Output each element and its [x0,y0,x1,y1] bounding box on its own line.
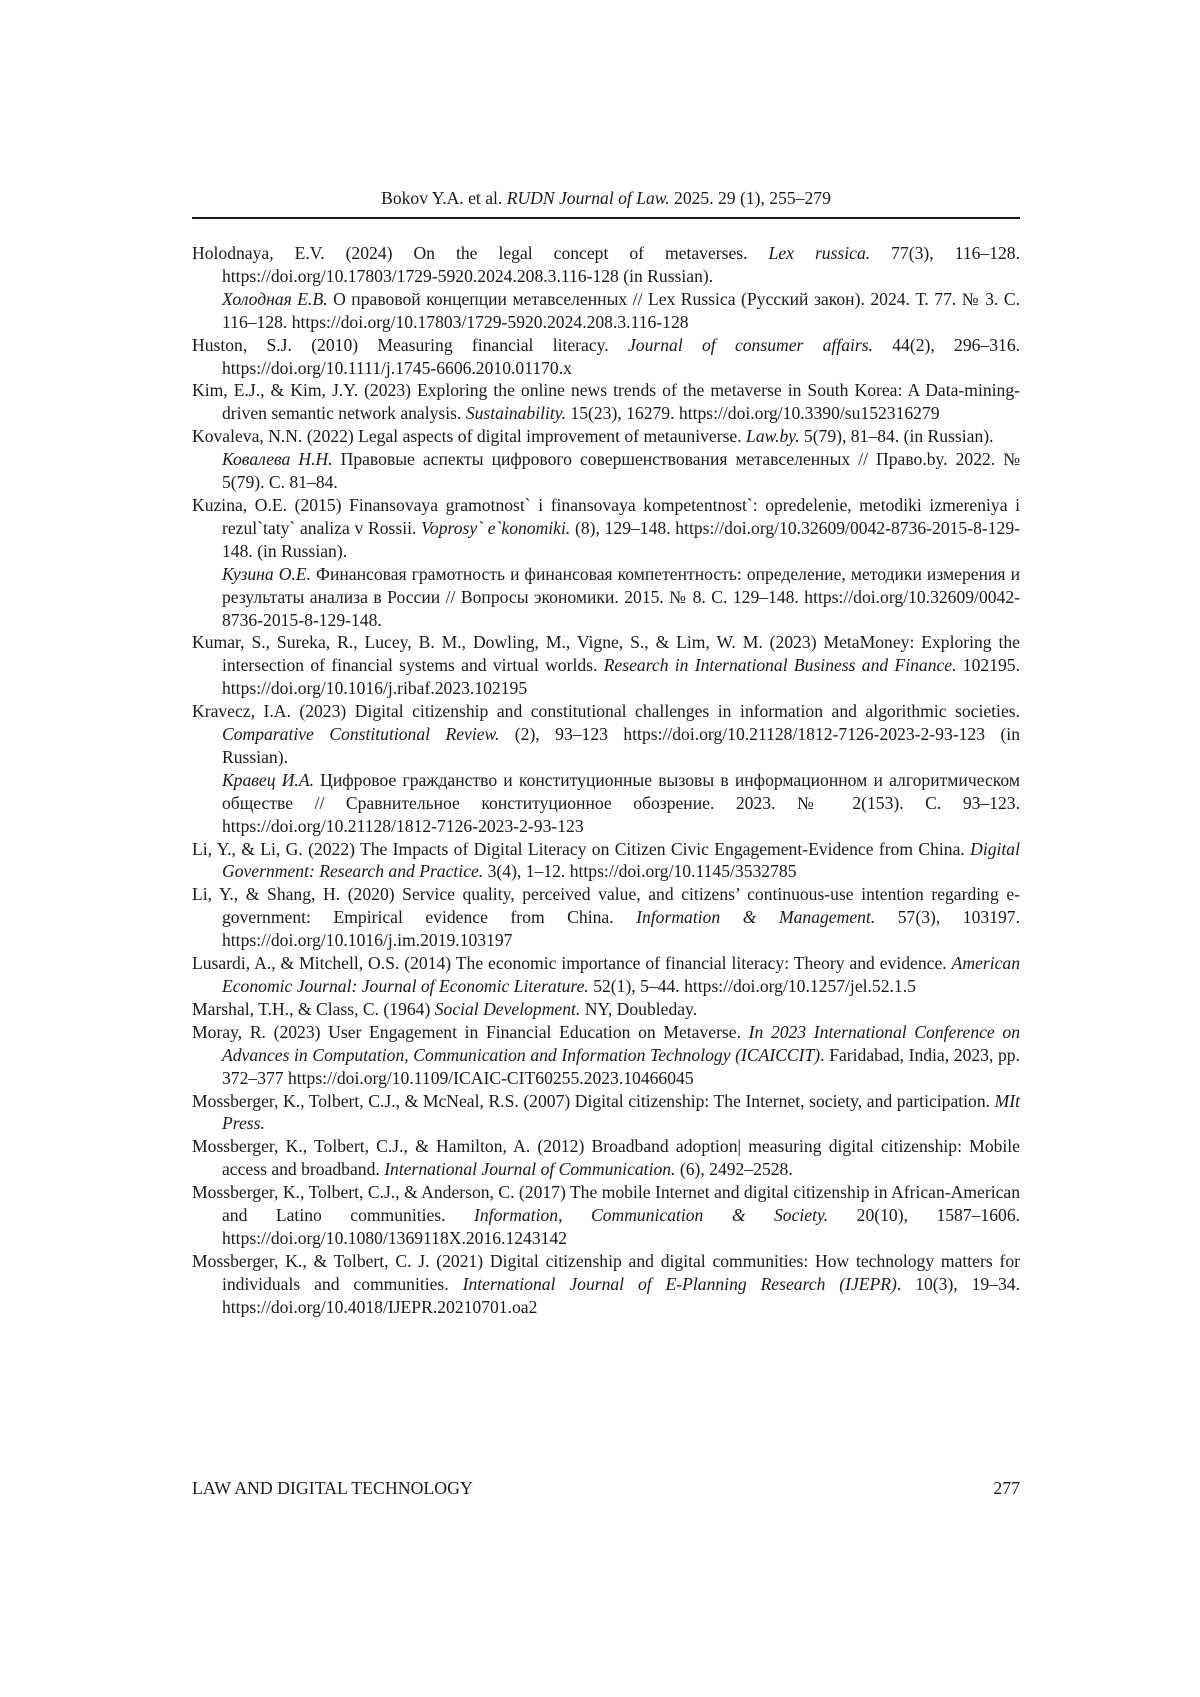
reference-translation [192,448,1020,494]
italic-text-segment: Холодная Е.В. [222,288,328,309]
text-segment: Kumar, S., Sureka, R., Lucey, B. M., Dowling, M., Vigne, S., & Lim, W. M. (2023) MetaMoney: Exploring the intersection of financial systems and virtual worlds. [192,632,1020,676]
reference-entry [192,883,1020,952]
italic-text-segment: Lex russica. [768,243,871,263]
reference-entry [192,425,1020,448]
italic-text-segment: International Journal of E-Planning Research (IJEPR) [462,1273,897,1294]
header-rule [192,217,1020,219]
text-segment: Huston, S.J. (2010) Measuring financial literacy. [192,334,628,355]
text-segment: 15(23), 16279. https://doi.org/10.3390/su152316279 [566,403,940,424]
reference-entry [192,1135,1020,1181]
text-segment: Marshal, T.H., & Class, C. (1964) [192,998,435,1019]
text-segment: Moray, R. (2023) User Engagement in Financial Education on Metaverse. [192,1021,749,1042]
text-segment: 2025. 29 (1), 255–279 [669,188,831,208]
italic-text-segment: Information & Management. [636,907,876,928]
text-segment: О правовой концепции метавселенных // Lex Russica (Русский закон). 2024. Т. 77. № 3. С. 116–128. https://doi.org/10.17803/1729-5920.2024.208.3.116-128 [222,288,1021,332]
italic-text-segment: International Journal of Communication. [384,1159,676,1180]
text-segment: Kim, E.J., & Kim, J.Y. (2023) Exploring the online news trends of the metaverse in South Korea: A Data-mining-driven semantic network analysis. [192,380,1020,424]
references-list [192,242,1020,1319]
italic-text-segment: Кравец И.А. [222,769,314,790]
reference-entry [192,998,1020,1021]
text-segment: 52(1), 5–44. https://doi.org/10.1257/jel.52.1.5 [588,976,916,996]
text-segment: (6), 2492–2528. [675,1159,793,1180]
reference-entry [192,631,1020,700]
text-segment: NY, Doubleday. [580,998,698,1019]
reference-entry [192,494,1020,563]
italic-text-segment: Journal of consumer affairs. [627,334,873,355]
reference-entry [192,1090,1020,1136]
reference-translation [192,288,1020,334]
text-segment: . Faridabad, India, 2023, pp. 372–377 https://doi.org/10.1109/ICAIC-CIT60255.2023.10466045 [222,1044,1020,1088]
text-segment: Lusardi, A., & Mitchell, O.S. (2014) The economic importance of financial literacy: Theory and evidence. [192,953,952,974]
reference-entry [192,1181,1020,1250]
text-segment: (2), 93–123 https://doi.org/10.21128/1812-7126-2023-2-93-123 (in Russian). [222,724,1020,767]
reference-entry [192,952,1020,998]
italic-text-segment: MIt Press. [222,1090,1020,1134]
reference-entry [192,334,1020,380]
reference-entry [192,1021,1020,1090]
text-segment: 102195. https://doi.org/10.1016/j.ribaf.2023.102195 [222,655,1020,699]
reference-entry [192,838,1020,884]
reference-entry [192,379,1020,425]
reference-translation [192,769,1020,838]
reference-entry [192,242,1020,288]
text-segment: Bokov Y.A. et al. [381,188,507,208]
reference-translation [192,563,1020,632]
running-header [192,187,1020,209]
italic-text-segment: Comparative Constitutional Review. [222,724,500,745]
text-segment: (8), 129–148. https://doi.org/10.32609/0042-8736-2015-8-129-148. (in Russian). [222,517,1020,561]
italic-text-segment: American Economic Journal: Journal of Economic Literature. [222,953,1020,996]
text-segment: Финансовая грамотность и финансовая компетентность: определение, методики измерения и результаты анализа в России // Вопросы экономики. 2015. № 8. С. 129–148. https://doi.org/10.32609/0042-8736-2015-8-129-148. [222,563,1020,630]
text-segment: Li, Y., & Shang, H. (2020) Service quality, perceived value, and citizens’ continuous-use intention regarding e-government: Empirical evidence from China. [192,884,1020,928]
page-footer [192,1477,1020,1499]
italic-text-segment: Digital Government: Research and Practice. [222,838,1020,882]
footer-section-title: LAW AND DIGITAL TECHNOLOGY [192,1478,473,1498]
italic-text-segment: In 2023 International Conference on Advances in Computation, Communication and Information Technology (ICAICCIT) [222,1021,1020,1065]
text-segment: . 10(3), 19–34. https://doi.org/10.4018/IJEPR.20210701.oa2 [222,1273,1020,1317]
text-segment: 20(10), 1587–1606. https://doi.org/10.1080/1369118X.2016.1243142 [222,1205,1021,1248]
italic-text-segment: Research in International Business and Finance. [603,655,957,676]
text-segment: Li, Y., & Li, G. (2022) The Impacts of Digital Literacy on Citizen Civic Engagement-Evidence from China. [192,838,971,859]
italic-text-segment: Voprosy` e`konomiki. [421,517,571,538]
italic-text-segment: Кузина О.Е. [222,563,311,584]
reference-entry [192,1250,1020,1319]
page-number: 277 [993,1478,1020,1498]
italic-text-segment: Social Development. [434,998,581,1019]
italic-text-segment: Sustainability. [465,403,567,424]
text-segment: Holodnaya, E.V. (2024) On the legal concept of metaverses. [192,243,769,263]
text-segment: Цифровое гражданство и конституционные вызовы в информационном и алгоритмическом обществе // Сравнительное конституционное обозрение. 2023. № 2(153). С. 93–123. https://doi.org/10.21128/1812-7126-2023-2-93-123 [222,769,1020,836]
italic-text-segment: Law.by. [746,426,800,447]
text-segment: 3(4), 1–12. https://doi.org/10.1145/3532785 [483,861,797,882]
italic-text-segment: Ковалева Н.Н. [222,449,333,470]
text-segment: 44(2), 296–316. https://doi.org/10.1111/j.1745-6606.2010.01170.x [222,334,1021,378]
text-segment: Mossberger, K., & Tolbert, C. J. (2021) Digital citizenship and digital communities: How technology matters for individuals and communities. [192,1250,1020,1294]
text-segment: Mossberger, K., Tolbert, C.J., & Anderson, C. (2017) The mobile Internet and digital citizenship in African-American and Latino communities. [192,1182,1020,1226]
reference-entry [192,700,1020,769]
page-content [192,187,1020,1319]
text-segment: Mossberger, K., Tolbert, C.J., & Hamilton, A. (2012) Broadband adoption| measuring digital citizenship: Mobile access and broadband. [192,1136,1020,1180]
text-segment: Kravecz, I.A. (2023) Digital citizenship and constitutional challenges in information and algorithmic societies. [192,701,1020,722]
text-segment: 5(79), 81–84. (in Russian). [799,426,994,447]
text-segment: 77(3), 116–128. https://doi.org/10.17803/1729-5920.2024.208.3.116-128 (in Russian). [222,243,1021,286]
italic-text-segment: Information, Communication & Society. [474,1205,829,1226]
text-segment: Kovaleva, N.N. (2022) Legal aspects of digital improvement of metauniverse. [192,426,747,447]
text-segment: 57(3), 103197. https://doi.org/10.1016/j.im.2019.103197 [222,907,1020,951]
italic-text-segment: RUDN Journal of Law. [506,188,670,208]
text-segment: Kuzina, O.E. (2015) Finansovaya gramotnost` i finansovaya kompetentnost`: opredelenie, metodiki izmereniya i rezul`taty` analiza v Rossii. [192,494,1020,538]
text-segment: Mossberger, K., Tolbert, C.J., & McNeal, R.S. (2007) Digital citizenship: The Internet, society, and participation. [192,1090,995,1111]
text-segment: Правовые аспекты цифрового совершенствования метавселенных // Право.by. 2022. № 5(79). С. 81–84. [222,449,1020,493]
